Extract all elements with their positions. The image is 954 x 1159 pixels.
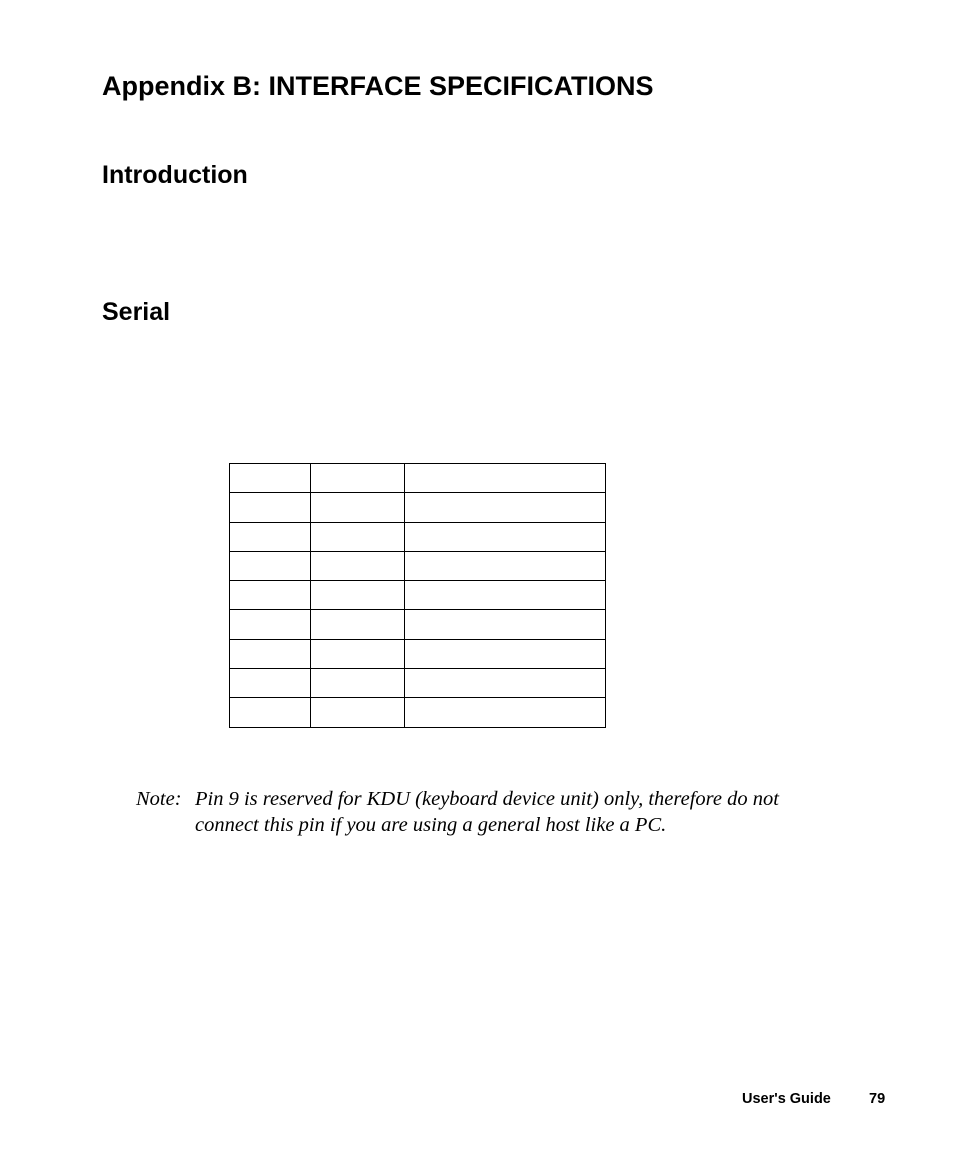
table-cell	[311, 551, 405, 580]
table-cell	[230, 610, 311, 639]
table-cell	[311, 581, 405, 610]
table-row	[230, 522, 606, 551]
table-cell	[230, 698, 311, 727]
table-cell	[405, 522, 606, 551]
table-cell	[405, 464, 606, 493]
table-cell	[405, 669, 606, 698]
serial-pin-table	[229, 463, 606, 728]
serial-pin-table-body	[230, 464, 606, 728]
table-row	[230, 698, 606, 727]
table-cell	[311, 639, 405, 668]
table-cell	[311, 493, 405, 522]
table-cell	[230, 581, 311, 610]
table-cell	[405, 639, 606, 668]
section-heading-introduction: Introduction	[102, 161, 248, 189]
table-cell	[230, 551, 311, 580]
table-cell	[311, 522, 405, 551]
table-cell	[230, 464, 311, 493]
note-line-1: Pin 9 is reserved for KDU (keyboard device unit) only, therefore do not	[195, 788, 779, 810]
table-cell	[311, 669, 405, 698]
table-cell	[230, 639, 311, 668]
table-row	[230, 551, 606, 580]
page-number: 79	[869, 1091, 886, 1107]
table-cell	[230, 669, 311, 698]
table-row	[230, 464, 606, 493]
page-title: Appendix B: INTERFACE SPECIFICATIONS	[102, 71, 654, 101]
table-cell	[405, 610, 606, 639]
table-cell	[405, 493, 606, 522]
table-cell	[311, 610, 405, 639]
table-row	[230, 581, 606, 610]
table-row	[230, 493, 606, 522]
table-cell	[230, 522, 311, 551]
table-row	[230, 669, 606, 698]
table-row	[230, 610, 606, 639]
note-label: Note:	[136, 788, 182, 810]
table-cell	[311, 698, 405, 727]
table-cell	[405, 581, 606, 610]
table-cell	[311, 464, 405, 493]
table-cell	[230, 493, 311, 522]
note-line-2: connect this pin if you are using a general host like a PC.	[195, 814, 667, 836]
table-row	[230, 639, 606, 668]
section-heading-serial: Serial	[102, 298, 171, 326]
table-cell	[405, 551, 606, 580]
table-cell	[405, 698, 606, 727]
footer-title: User's Guide	[742, 1091, 831, 1107]
